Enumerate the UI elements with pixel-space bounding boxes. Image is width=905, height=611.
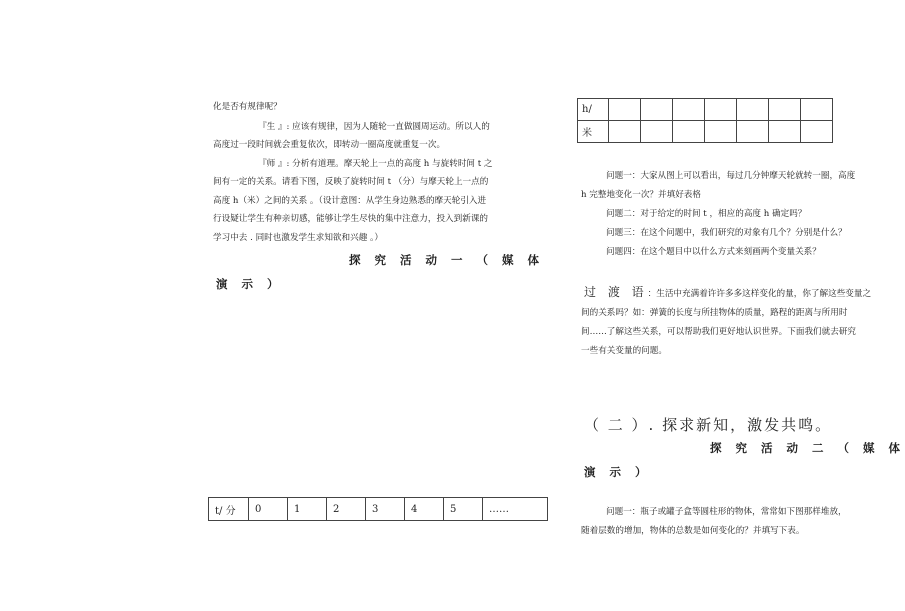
table-row	[209, 498, 548, 521]
unit-label: 米	[582, 128, 592, 139]
table-cell	[769, 121, 801, 143]
table-cell	[801, 99, 833, 121]
teacher-dialogue-cont: 高度 h（米）之间的关系 。（设计意图：从学生身边熟悉的摩天轮引入进	[213, 196, 487, 206]
table-cell	[609, 121, 641, 143]
table-cell	[801, 121, 833, 143]
design-intent-cont: 学习中去 . 同时也激发学生求知欲和兴趣 。）	[213, 233, 383, 243]
question-one-cont: h 完整地变化一次？并填好表格	[581, 190, 701, 200]
table-row	[578, 99, 833, 121]
problem-one: 问题一：瓶子或罐子盒等圆柱形的物体，常常如下图那样堆放，	[606, 507, 847, 517]
paragraph-line: 化是否有规律呢？	[213, 102, 282, 112]
table-cell	[737, 99, 769, 121]
table-cell	[737, 121, 769, 143]
table-cell	[673, 121, 705, 143]
height-table	[577, 98, 833, 143]
table-cell	[641, 121, 673, 143]
table-header-cell: t/ 分	[209, 498, 249, 521]
activity-two-heading: 探 究 活 动 二 （ 媒 体	[710, 441, 905, 455]
problem-one-cont: 随着层数的增加，物体的总数是如何变化的？并填写下表。	[581, 526, 805, 536]
table-cell: 0	[249, 498, 288, 521]
table-header-cell	[578, 99, 609, 121]
question-four: 问题四：在这个题目中以什么方式来刻画两个变量关系？	[606, 247, 821, 257]
table-cell	[769, 99, 801, 121]
section-two-title: （ 二 ）. 探求新知，激发共鸣。	[584, 416, 833, 434]
transition-text-cont: 一些有关变量的问题。	[581, 346, 667, 356]
table-cell	[705, 99, 737, 121]
question-three: 问题三：在这个问题中，我们研究的对象有几个？分别是什么？	[606, 228, 847, 238]
table-cell: 2	[327, 498, 366, 521]
activity-two-heading-cont: 演 示 ）	[584, 465, 652, 479]
table-cell: 5	[444, 498, 483, 521]
design-intent: 行设疑让学生有种亲切感，能够让学生尽快的集中注意力，投入到新课的	[213, 214, 489, 224]
table-cell	[641, 99, 673, 121]
table-cell: 1	[288, 498, 327, 521]
teacher-dialogue-cont: 间有一定的关系。请看下图，反映了旋转时间 t （分）与摩天轮上一点的	[213, 177, 489, 187]
h-label: h/	[582, 104, 592, 115]
transition-text-cont: 间……了解这些关系，可以帮助我们更好地认识世界。下面我们就去研究	[581, 327, 857, 337]
student-dialogue: 『生 』: 应该有规律，因为人随轮一直做圆周运动。所以人的	[258, 122, 490, 132]
table-cell	[705, 121, 737, 143]
table-cell: ……	[483, 498, 548, 521]
table-cell	[673, 99, 705, 121]
table-cell: 3	[366, 498, 405, 521]
question-two: 问题二：对于给定的时间 t ，相应的高度 h 确定吗？	[606, 209, 807, 219]
table-cell	[609, 99, 641, 121]
student-dialogue-cont: 高度过一段时间就会重复依次，即转动一圈高度就重复一次。	[213, 140, 446, 150]
time-table	[208, 497, 548, 521]
teacher-dialogue: 『师 』: 分析有道理。摩天轮上一点的高度 h 与旋转时间 t 之	[258, 159, 493, 169]
transition-text-cont: 间的关系吗？如：弹簧的长度与所挂物体的质量，路程的距离与所用时	[581, 308, 848, 318]
table-row	[578, 121, 833, 143]
transition-lead: 过 渡 语	[584, 285, 648, 299]
transition-paragraph	[584, 286, 871, 300]
transition-text: ：生活中充满着许许多多这样变化的量，你了解这些变量之	[647, 289, 872, 299]
table-header-cell	[578, 121, 609, 143]
activity-one-heading: 探 究 活 动 一 （ 媒 体	[349, 253, 545, 267]
table-cell: 4	[405, 498, 444, 521]
activity-one-heading-cont: 演 示 ）	[216, 277, 284, 291]
question-one: 问题一：大家从图上可以看出，每过几分钟摩天轮就转一圈，高度	[606, 171, 856, 181]
